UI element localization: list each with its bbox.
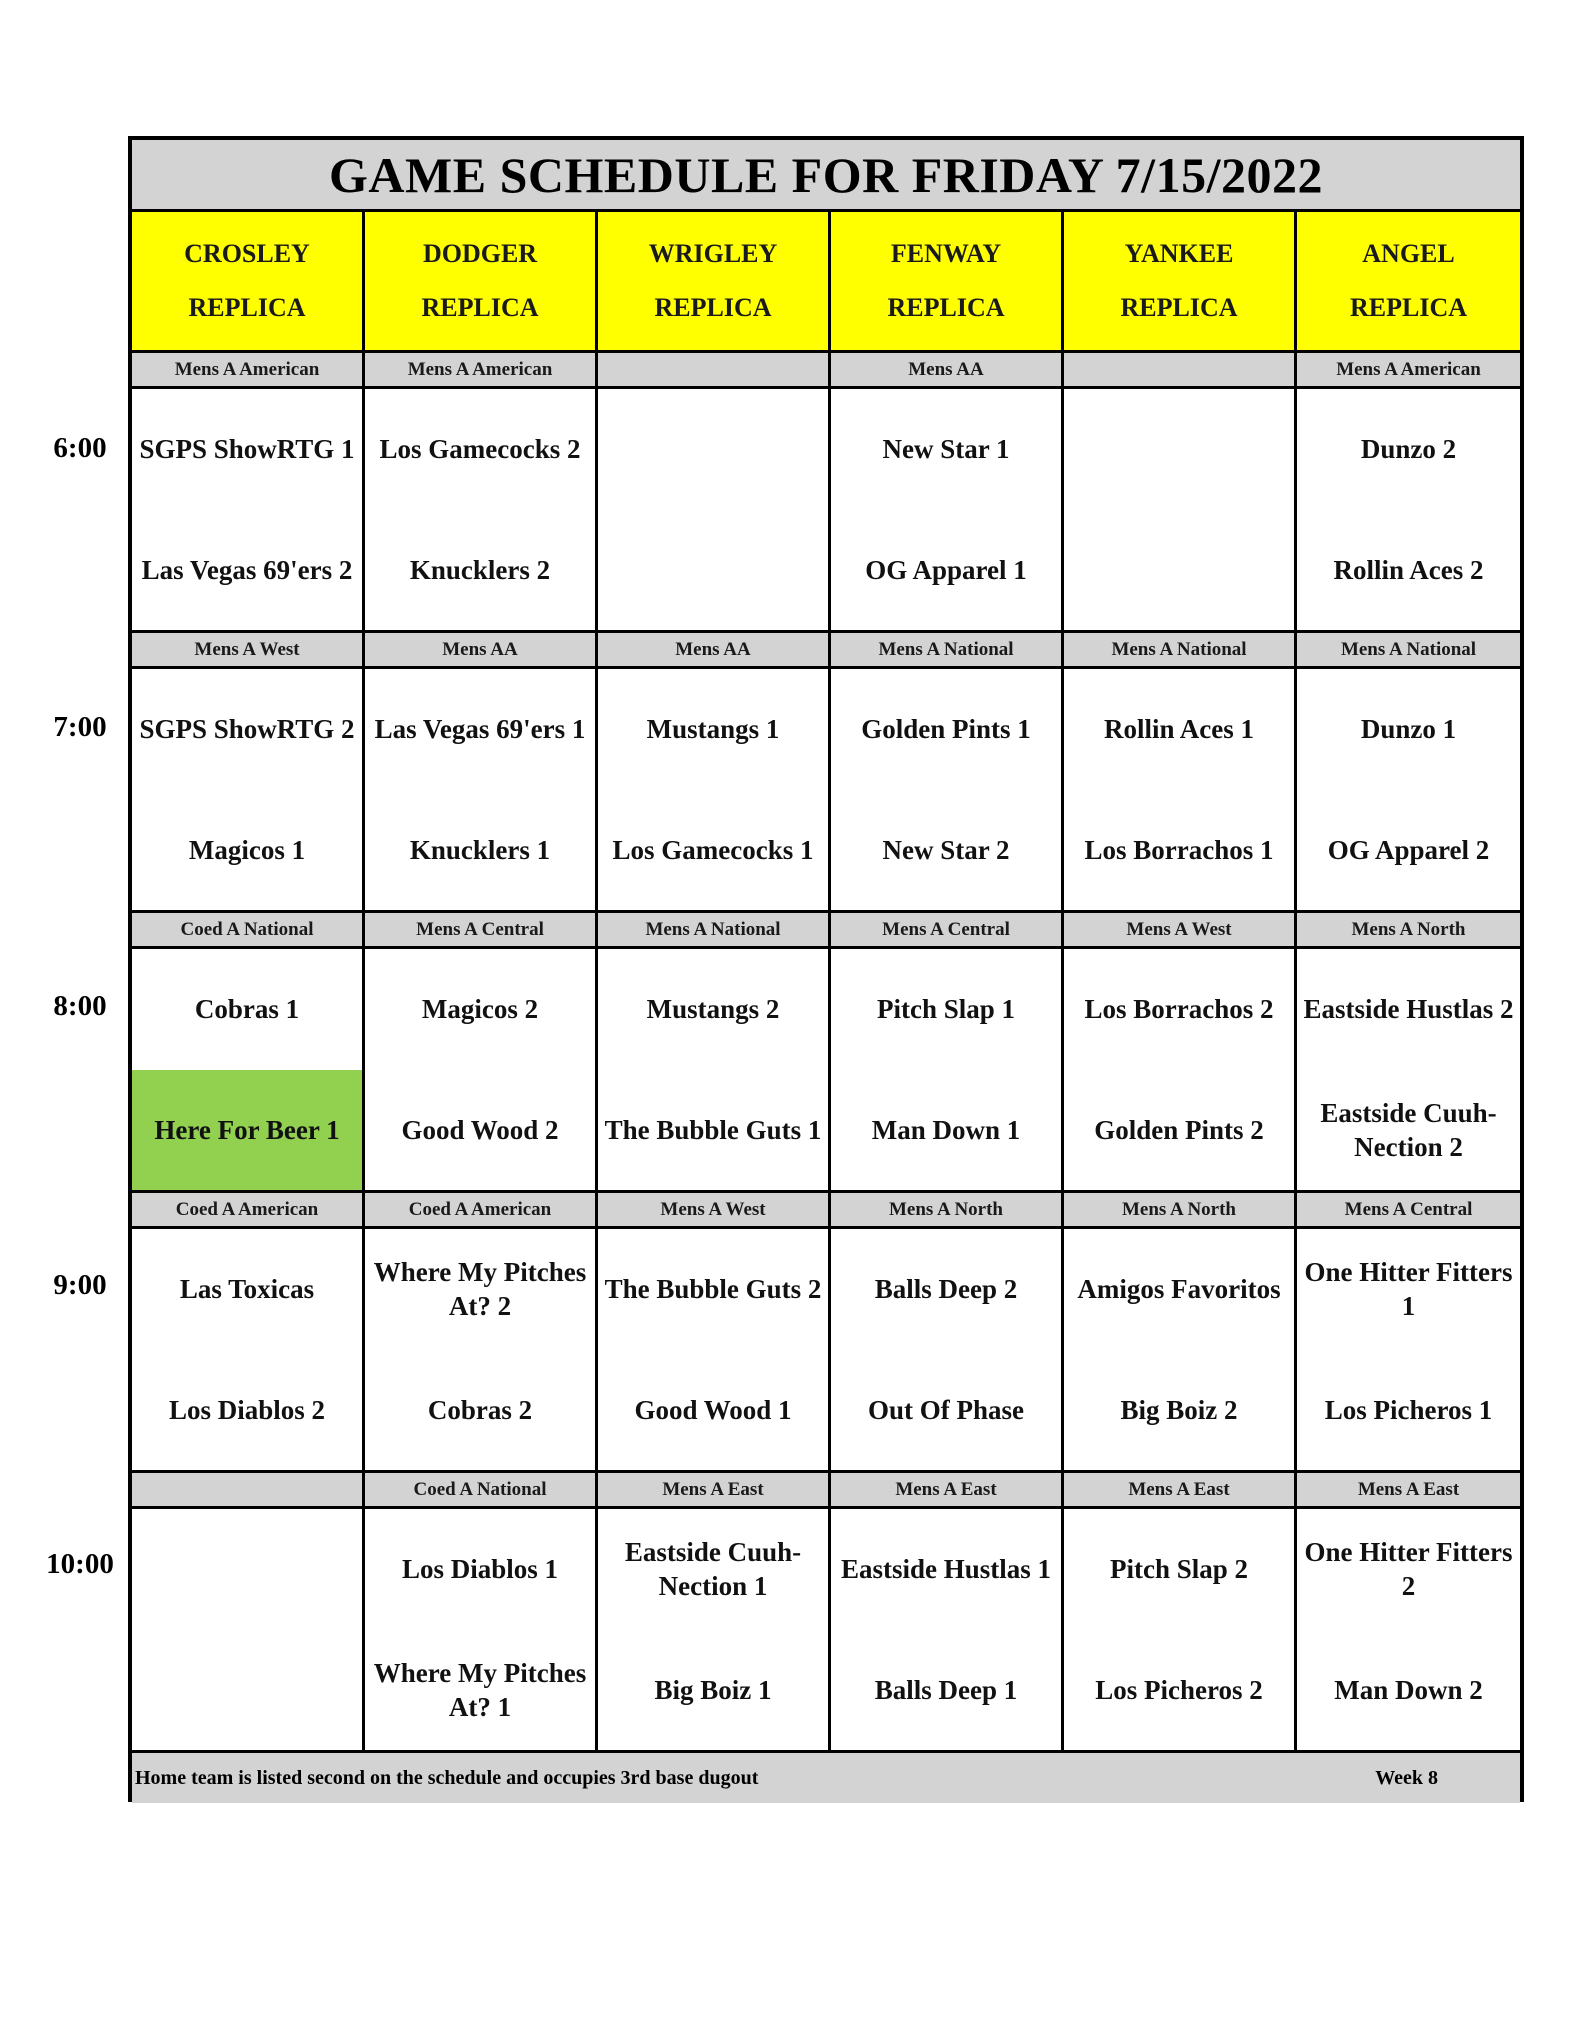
- game-cell: [598, 949, 831, 1193]
- division-label: Mens A American: [1297, 353, 1520, 389]
- home-team: Big Boiz 2: [1120, 1394, 1238, 1425]
- division-label: Mens A American: [365, 353, 598, 389]
- game-cell: [831, 389, 1064, 633]
- division-label: Mens A Central: [831, 913, 1064, 949]
- away-team: Los Diablos 1: [401, 1554, 559, 1585]
- home-team: [598, 510, 828, 631]
- game-cell: [1297, 1509, 1520, 1753]
- field-type: REPLICA: [654, 293, 772, 322]
- field-name: DODGER: [422, 239, 538, 268]
- home-team: Los Borrachos 1: [1084, 834, 1274, 865]
- home-team: Knucklers 2: [409, 554, 551, 585]
- schedule-title: GAME SCHEDULE FOR FRIDAY 7/15/2022: [132, 140, 1520, 212]
- home-team: Rollin Aces 2: [1333, 554, 1484, 585]
- away-team: The Bubble Guts 2: [604, 1274, 822, 1305]
- away-team: [132, 1509, 362, 1630]
- field-header: [132, 212, 365, 353]
- away-team: Mustangs 1: [646, 714, 780, 745]
- away-team: Los Gamecocks 2: [379, 434, 581, 465]
- time-label: 6:00: [53, 432, 107, 464]
- division-label: Mens A National: [598, 913, 831, 949]
- away-team: Pitch Slap 1: [876, 994, 1016, 1025]
- time-label: 10:00: [46, 1548, 114, 1580]
- away-team: Rollin Aces 1: [1103, 714, 1254, 745]
- away-team: SGPS ShowRTG 1: [139, 434, 355, 465]
- division-label: Mens A Central: [1297, 1193, 1520, 1229]
- game-cell: [132, 1229, 365, 1473]
- away-team: New Star 1: [882, 434, 1010, 465]
- away-team: Mustangs 2: [646, 994, 780, 1025]
- field-name: WRIGLEY: [648, 239, 778, 268]
- division-label: [598, 353, 831, 389]
- field-type: REPLICA: [421, 293, 539, 322]
- game-cell: [598, 669, 831, 913]
- game-cell: [1064, 389, 1297, 633]
- game-cell: [1297, 669, 1520, 913]
- home-team: Good Wood 1: [634, 1394, 792, 1425]
- division-label: Mens A East: [1064, 1473, 1297, 1509]
- field-type: REPLICA: [1349, 293, 1467, 322]
- home-team: Out Of Phase: [867, 1394, 1024, 1425]
- field-header: [1064, 212, 1297, 353]
- away-team: Dunzo 2: [1360, 434, 1457, 465]
- field-header: [365, 212, 598, 353]
- division-label: Coed A American: [132, 1193, 365, 1229]
- division-label: Mens AA: [831, 353, 1064, 389]
- away-team: Eastside Cuuh-Nection 1: [624, 1537, 802, 1602]
- division-label: Coed A American: [365, 1193, 598, 1229]
- division-label: [1064, 353, 1297, 389]
- home-team: Good Wood 2: [401, 1114, 559, 1145]
- game-cell: [1064, 669, 1297, 913]
- game-cell: [1297, 389, 1520, 633]
- division-label: Mens AA: [365, 633, 598, 669]
- division-label: Mens A North: [831, 1193, 1064, 1229]
- time-label: 9:00: [53, 1269, 107, 1301]
- time-label: 7:00: [53, 711, 107, 743]
- away-team: Golden Pints 1: [861, 714, 1031, 745]
- game-cell: [365, 389, 598, 633]
- division-label: Mens A National: [1064, 633, 1297, 669]
- game-cell: [598, 1509, 831, 1753]
- game-cell: [831, 949, 1064, 1193]
- away-team: [1064, 389, 1294, 510]
- game-cell: [132, 389, 365, 633]
- game-cell: [132, 1509, 365, 1753]
- field-header: [1297, 212, 1520, 353]
- game-cell: [365, 669, 598, 913]
- division-label: Mens A North: [1297, 913, 1520, 949]
- field-type: REPLICA: [188, 293, 306, 322]
- away-team: One Hitter Fitters 2: [1304, 1537, 1513, 1602]
- week-label: Week 8: [1375, 1766, 1438, 1789]
- away-team: Amigos Favoritos: [1077, 1274, 1281, 1305]
- away-team: One Hitter Fitters 1: [1304, 1257, 1513, 1322]
- division-label: Mens A National: [831, 633, 1064, 669]
- home-team: Where My Pitches At? 1: [373, 1657, 587, 1722]
- game-cell: [132, 669, 365, 913]
- game-cell: [1297, 949, 1520, 1193]
- division-label: [132, 1473, 365, 1509]
- field-header: [831, 212, 1064, 353]
- home-team: Magicos 1: [188, 834, 306, 865]
- home-team: OG Apparel 1: [865, 554, 1027, 585]
- game-cell: [598, 389, 831, 633]
- home-team: Big Boiz 1: [654, 1674, 772, 1705]
- division-label: Mens A North: [1064, 1193, 1297, 1229]
- away-team: Eastside Hustlas 1: [840, 1554, 1052, 1585]
- division-label: Mens A East: [831, 1473, 1064, 1509]
- field-name: CROSLEY: [184, 239, 310, 268]
- game-cell: [831, 1509, 1064, 1753]
- division-label: Mens A West: [598, 1193, 831, 1229]
- field-header: [598, 212, 831, 353]
- away-team: Where My Pitches At? 2: [373, 1257, 587, 1322]
- division-label: Mens A East: [598, 1473, 831, 1509]
- home-team: Los Diablos 2: [168, 1394, 326, 1425]
- division-label: Coed A National: [365, 1473, 598, 1509]
- home-team: Los Gamecocks 1: [612, 834, 814, 865]
- home-team: Los Picheros 1: [1324, 1394, 1493, 1425]
- home-team: OG Apparel 2: [1327, 834, 1490, 865]
- division-label: Mens A Central: [365, 913, 598, 949]
- home-team: Golden Pints 2: [1094, 1114, 1264, 1145]
- field-name: YANKEE: [1124, 239, 1234, 268]
- game-cell: [1064, 1509, 1297, 1753]
- schedule-table: [128, 136, 1524, 1802]
- home-team: Eastside Cuuh-Nection 2: [1320, 1097, 1497, 1162]
- game-cell: [1297, 1229, 1520, 1473]
- away-team: Las Vegas 69'ers 1: [374, 714, 586, 745]
- away-team: Magicos 2: [421, 994, 539, 1025]
- game-cell: [132, 949, 365, 1193]
- home-team: Here For Beer 1: [132, 1070, 362, 1191]
- away-team: Las Toxicas: [179, 1274, 315, 1305]
- home-team: Man Down 2: [1334, 1674, 1483, 1705]
- game-cell: [598, 1229, 831, 1473]
- field-type: REPLICA: [887, 293, 1005, 322]
- time-label: 8:00: [53, 990, 107, 1022]
- footer-note: Home team is listed second on the schedule and occupies 3rd base dugout: [135, 1766, 759, 1789]
- home-team: Las Vegas 69'ers 2: [141, 554, 353, 585]
- division-label: Mens A West: [1064, 913, 1297, 949]
- away-team: Pitch Slap 2: [1109, 1554, 1249, 1585]
- game-cell: [365, 1509, 598, 1753]
- home-team: [132, 1630, 362, 1751]
- division-label: Coed A National: [132, 913, 365, 949]
- home-team: New Star 2: [882, 834, 1010, 865]
- home-team: The Bubble Guts 1: [604, 1114, 822, 1145]
- field-name: FENWAY: [890, 239, 1002, 268]
- game-cell: [1064, 949, 1297, 1193]
- game-cell: [365, 949, 598, 1193]
- away-team: Dunzo 1: [1360, 714, 1457, 745]
- division-label: Mens A National: [1297, 633, 1520, 669]
- footer-bar: [132, 1753, 1520, 1803]
- away-team: Cobras 1: [194, 994, 300, 1025]
- game-cell: [831, 669, 1064, 913]
- away-team: Los Borrachos 2: [1084, 994, 1274, 1025]
- away-team: Eastside Hustlas 2: [1303, 994, 1514, 1025]
- home-team: Balls Deep 1: [874, 1674, 1018, 1705]
- field-name: ANGEL: [1362, 239, 1455, 268]
- field-type: REPLICA: [1120, 293, 1238, 322]
- home-team: [1064, 510, 1294, 631]
- game-cell: [1064, 1229, 1297, 1473]
- division-label: Mens AA: [598, 633, 831, 669]
- away-team: Balls Deep 2: [874, 1274, 1018, 1305]
- home-team: Knucklers 1: [409, 834, 551, 865]
- game-cell: [831, 1229, 1064, 1473]
- division-label: Mens A East: [1297, 1473, 1520, 1509]
- home-team: Los Picheros 2: [1095, 1674, 1263, 1705]
- away-team: SGPS ShowRTG 2: [139, 714, 355, 745]
- division-label: Mens A American: [132, 353, 365, 389]
- home-team: Cobras 2: [427, 1394, 533, 1425]
- away-team: [598, 389, 828, 510]
- game-cell: [365, 1229, 598, 1473]
- home-team: Man Down 1: [871, 1114, 1021, 1145]
- division-label: Mens A West: [132, 633, 365, 669]
